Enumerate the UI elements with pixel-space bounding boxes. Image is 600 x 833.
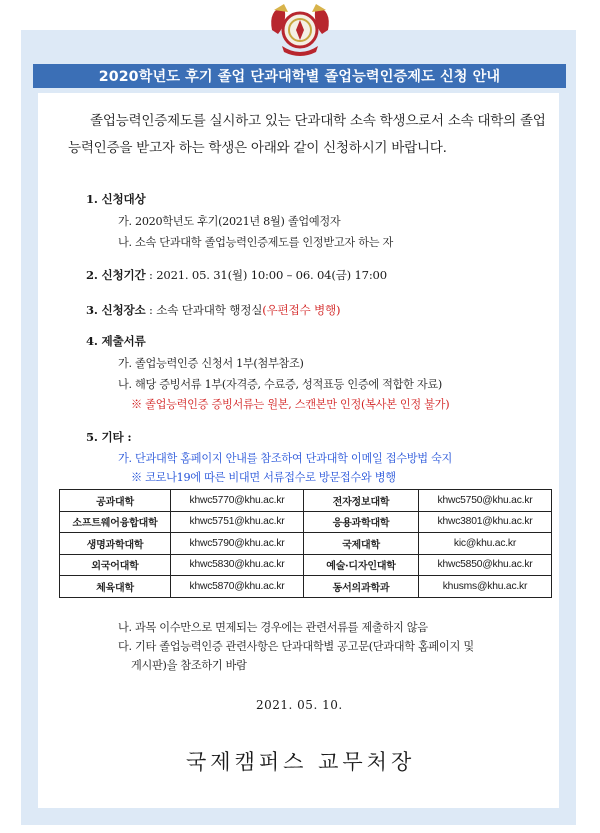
college-email: khwc5751@khu.ac.kr: [171, 511, 304, 533]
college-name: 전자정보대학: [304, 490, 419, 512]
college-email: kic@khu.ac.kr: [419, 533, 552, 555]
section-heading: 5. 기타 :: [86, 430, 132, 444]
section-heading: 4. 제출서류: [86, 334, 146, 348]
college-email: khwc5830@khu.ac.kr: [171, 554, 304, 576]
college-name: 생명과학대학: [60, 533, 171, 555]
list-item: 다. 기타 졸업능력인증 관련사항은 단과대학별 공고문(단과대학 홈페이지 및: [118, 640, 474, 653]
notice-date: 2021. 05. 10.: [256, 698, 343, 712]
college-email: khwc5770@khu.ac.kr: [171, 490, 304, 512]
section-documents: [86, 333, 146, 349]
college-name: 응용과학대학: [304, 511, 419, 533]
college-name: 외국어대학: [60, 554, 171, 576]
contacts-table: [59, 489, 552, 598]
college-name: 소프트웨어융합대학: [60, 511, 171, 533]
college-email: khwc3801@khu.ac.kr: [419, 511, 552, 533]
table-row: [60, 490, 552, 512]
table-row: [60, 533, 552, 555]
list-item: 가. 2020학년도 후기(2021년 8월) 졸업예정자: [118, 215, 341, 228]
table-row: [60, 576, 552, 598]
section-period: [86, 267, 387, 283]
list-item: 게시판)을 참조하기 바람: [131, 659, 247, 672]
section-etc: [86, 429, 131, 445]
list-item: 가. 졸업능력인증 신청서 1부(첨부참조): [118, 357, 304, 370]
college-email: khwc5750@khu.ac.kr: [419, 490, 552, 512]
place-note: (우편접수 병행): [262, 303, 341, 317]
college-name: 예술·디자인대학: [304, 554, 419, 576]
college-email: khusms@khu.ac.kr: [419, 576, 552, 598]
college-name: 체육대학: [60, 576, 171, 598]
list-item: 나. 과목 이수만으로 면제되는 경우에는 관련서류를 제출하지 않음: [118, 621, 428, 634]
signer: 국제캠퍼스 교무처장: [186, 750, 416, 774]
university-emblem-icon: [264, 0, 336, 60]
college-name: 공과대학: [60, 490, 171, 512]
table-row: [60, 554, 552, 576]
college-email: khwc5870@khu.ac.kr: [171, 576, 304, 598]
college-name: 동서의과학과: [304, 576, 419, 598]
etc-note: ※ 코로나19에 따른 비대면 서류접수로 방문접수와 병행: [131, 471, 396, 484]
section-heading: 3. 신청장소: [86, 303, 146, 317]
documents-warning: ※ 졸업능력인증 증빙서류는 원본, 스캔본만 인정(복사본 인정 불가): [131, 398, 450, 411]
period-value: : 2021. 05. 31(월) 10:00 – 06. 04(금) 17:00: [145, 268, 387, 282]
section-eligibility: [86, 191, 146, 207]
place-value: : 소속 단과대학 행정실: [145, 303, 263, 317]
table-row: [60, 511, 552, 533]
intro-paragraph: 졸업능력인증제도를 실시하고 있는 단과대학 소속 학생으로서 소속 대학의 졸업능력인증을 받고자 하는 학생은 아래와 같이 신청하시기 바랍니다.: [68, 113, 546, 156]
etc-note: 가. 단과대학 홈페이지 안내를 참조하여 단과대학 이메일 접수방법 숙지: [118, 452, 453, 465]
section-heading: 1. 신청대상: [86, 192, 146, 206]
page-title: 2020학년도 후기 졸업 단과대학별 졸업능력인증제도 신청 안내: [33, 64, 566, 88]
section-heading: 2. 신청기간: [86, 268, 146, 282]
college-email: khwc5850@khu.ac.kr: [419, 554, 552, 576]
list-item: 나. 소속 단과대학 졸업능력인증제도를 인정받고자 하는 자: [118, 236, 393, 249]
list-item: 나. 해당 증빙서류 1부(자격증, 수료증, 성적표등 인증에 적합한 자료): [118, 378, 442, 391]
college-email: khwc5790@khu.ac.kr: [171, 533, 304, 555]
section-place: [86, 302, 340, 318]
college-name: 국제대학: [304, 533, 419, 555]
